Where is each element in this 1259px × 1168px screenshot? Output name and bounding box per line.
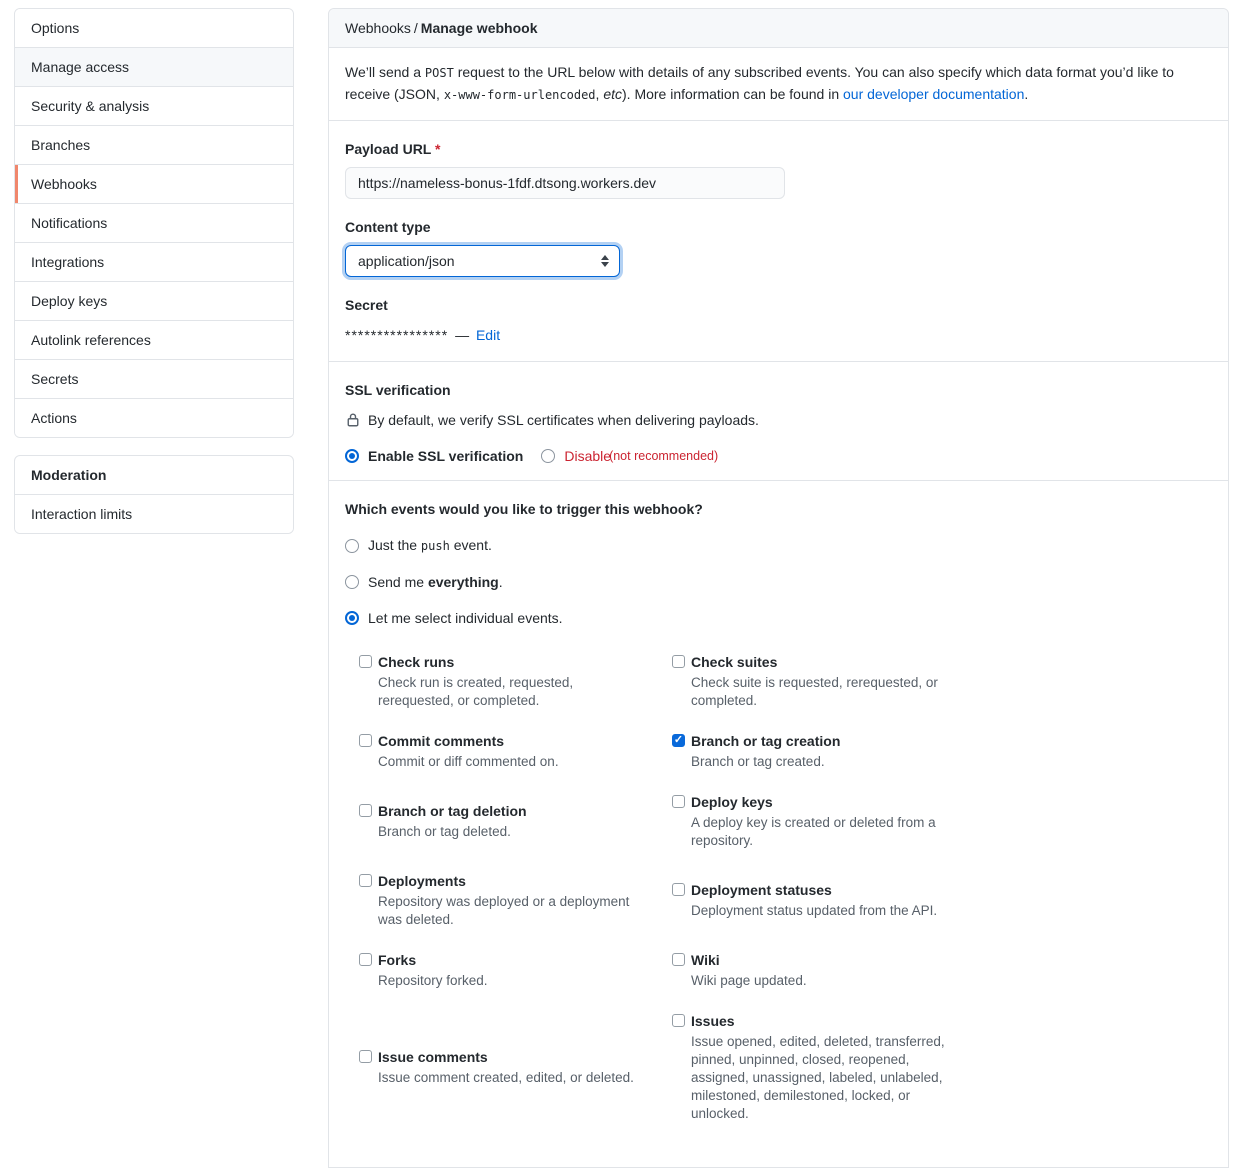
events-question: Which events would you like to trigger this webhook? — [345, 501, 703, 517]
option-text: . — [498, 574, 503, 590]
ssl-note — [345, 410, 1212, 430]
checkbox-deploy-keys[interactable] — [672, 795, 685, 808]
content-type-select[interactable] — [345, 245, 620, 277]
event-description: Branch or tag deleted. — [378, 824, 511, 839]
urlencoded-code: x-www-form-urlencoded — [443, 88, 596, 102]
moderation-header: Moderation — [15, 456, 293, 495]
event-description: Branch or tag created. — [691, 754, 825, 769]
event-description: Wiki page updated. — [691, 973, 807, 988]
checkbox-deployments[interactable] — [359, 874, 372, 887]
radio-checked-icon[interactable] — [345, 611, 359, 625]
event-deployments — [359, 871, 672, 929]
event-label: Issues — [691, 1013, 735, 1029]
checkbox-forks[interactable] — [359, 953, 372, 966]
event-trigger-option-2[interactable] — [345, 608, 1212, 628]
event-issue-comments — [359, 1047, 672, 1087]
description-text: , — [595, 86, 604, 102]
option-text: event. — [449, 537, 492, 553]
ssl-radio-group — [345, 448, 1212, 464]
content-type-label: Content type — [345, 219, 431, 235]
select-caret-icon — [601, 255, 609, 267]
event-description: Check run is created, requested, rerequested, or completed. — [378, 675, 574, 708]
event-description: A deploy key is created or deleted from a repository. — [691, 815, 936, 848]
ssl-enable-option[interactable] — [345, 448, 523, 464]
sidebar-item-actions[interactable]: Actions — [15, 398, 293, 437]
payload-url-label-text: Payload URL — [345, 141, 432, 157]
checkbox-check-suites[interactable] — [672, 655, 685, 668]
moderation-nav — [14, 455, 294, 534]
ssl-verification-title: SSL verification — [345, 382, 451, 398]
option-bold: everything — [427, 574, 499, 590]
event-label: Check runs — [378, 654, 455, 670]
event-deployment-statuses — [672, 880, 972, 920]
event-label: Check suites — [691, 654, 778, 670]
checkbox-branch-or-tag-creation[interactable] — [672, 734, 685, 747]
checkbox-wiki[interactable] — [672, 953, 685, 966]
checkbox-check-runs[interactable] — [359, 655, 372, 668]
sidebar-item-branches[interactable]: Branches — [15, 125, 293, 164]
sidebar-item-autolink-references[interactable]: Autolink references — [15, 320, 293, 359]
developer-documentation-link[interactable]: our developer documentation — [843, 86, 1025, 102]
checkbox-issue-comments[interactable] — [359, 1050, 372, 1063]
option-text: Let me select individual events. — [368, 610, 563, 626]
radio-unchecked-icon[interactable] — [345, 575, 359, 589]
event-description: Issue opened, edited, deleted, transferred, pinned, unpinned, closed, reopened, assigned, unassigned, labeled, unlabeled, milestoned, demilestoned, locked, or unlocked. — [691, 1034, 945, 1121]
etc-italic: etc — [603, 86, 622, 102]
event-label: Branch or tag creation — [691, 733, 841, 749]
breadcrumb — [329, 9, 1228, 48]
ssl-disable-note: (not recommended) — [609, 449, 719, 463]
breadcrumb-separator: / — [413, 20, 418, 36]
radio-unchecked-icon[interactable] — [345, 539, 359, 553]
event-label: Deploy keys — [691, 794, 773, 810]
secret-edit-link[interactable]: Edit — [475, 327, 501, 343]
event-check-suites — [672, 652, 972, 710]
ssl-enable-label: Enable SSL verification — [368, 448, 524, 464]
secret-masked-value: **************** — [345, 327, 449, 343]
sidebar-item-webhooks[interactable]: Webhooks — [15, 164, 293, 203]
sidebar-item-secrets[interactable]: Secrets — [15, 359, 293, 398]
event-label: Forks — [378, 952, 417, 968]
option-text: Send me — [368, 574, 428, 590]
lock-icon — [345, 412, 361, 428]
event-label: Issue comments — [378, 1049, 488, 1065]
option-code: push — [420, 539, 450, 553]
event-branch-or-tag-deletion — [359, 801, 672, 841]
event-description: Repository forked. — [378, 973, 488, 988]
event-trigger-options — [345, 535, 1212, 628]
sidebar-item-options[interactable]: Options — [15, 9, 293, 47]
sidebar-item-manage-access[interactable]: Manage access — [15, 47, 293, 86]
event-check-runs — [359, 652, 672, 710]
description-text: request to the URL below with details of any subscribed events. You can also specify which data format you’d like to receive (JSON, — [345, 64, 1174, 102]
page-title: Manage webhook — [420, 20, 538, 36]
option-text: Just the — [368, 537, 421, 553]
description-text: We’ll send a — [345, 64, 425, 80]
event-label: Deployment statuses — [691, 882, 832, 898]
description-text: ). More information can be found in — [622, 86, 844, 102]
secret-row — [345, 325, 1212, 345]
payload-url-input[interactable] — [345, 167, 785, 199]
event-branch-or-tag-creation — [672, 731, 972, 771]
manage-webhook-panel — [328, 8, 1229, 1168]
sidebar-item-notifications[interactable]: Notifications — [15, 203, 293, 242]
description-text: . — [1024, 86, 1029, 102]
post-code: POST — [424, 66, 454, 80]
checkbox-commit-comments[interactable] — [359, 734, 372, 747]
check-icon: ✓ — [673, 733, 684, 746]
radio-checked-icon[interactable] — [345, 449, 359, 463]
sidebar-item-integrations[interactable]: Integrations — [15, 242, 293, 281]
required-asterisk: * — [435, 141, 441, 157]
event-description: Check suite is requested, rerequested, or completed. — [691, 675, 938, 708]
event-label: Wiki — [691, 952, 720, 968]
content-type-value: application/json — [358, 253, 455, 269]
breadcrumb-webhooks-link[interactable]: Webhooks — [345, 20, 411, 36]
event-trigger-option-0[interactable] — [345, 535, 1212, 556]
event-label: Deployments — [378, 873, 466, 889]
individual-events-grid — [359, 652, 1212, 1123]
event-issues — [672, 1011, 972, 1123]
sidebar-item-security-analysis[interactable]: Security & analysis — [15, 86, 293, 125]
checkbox-deployment-statuses[interactable] — [672, 883, 685, 896]
checkbox-issues[interactable] — [672, 1014, 685, 1027]
event-label: Commit comments — [378, 733, 505, 749]
event-description: Commit or diff commented on. — [378, 754, 559, 769]
event-commit-comments — [359, 731, 672, 771]
moderation-items — [15, 495, 293, 533]
webhook-form-section — [329, 121, 1228, 361]
event-trigger-option-label — [368, 608, 563, 628]
checkbox-branch-or-tag-deletion[interactable] — [359, 804, 372, 817]
event-deploy-keys — [672, 792, 972, 850]
secret-separator: — — [455, 327, 470, 343]
events-section — [329, 480, 1228, 1139]
settings-nav — [14, 8, 294, 438]
ssl-note-text: By default, we verify SSL certificates when delivering payloads. — [368, 412, 759, 428]
sidebar-item-interaction-limits[interactable]: Interaction limits — [15, 495, 293, 533]
event-description: Repository was deployed or a deployment was deleted. — [378, 894, 630, 927]
secret-label: Secret — [345, 297, 388, 313]
event-wiki — [672, 950, 972, 990]
sidebar-item-deploy-keys[interactable]: Deploy keys — [15, 281, 293, 320]
settings-sidebar — [14, 8, 294, 534]
webhook-description — [329, 48, 1228, 121]
ssl-verification-section — [329, 361, 1228, 480]
event-forks — [359, 950, 672, 990]
ssl-disable-label: Disable — [564, 448, 612, 464]
event-trigger-option-1[interactable] — [345, 572, 1212, 592]
event-description: Deployment status updated from the API. — [691, 903, 938, 918]
radio-unchecked-icon[interactable] — [541, 449, 555, 463]
event-trigger-option-label — [368, 572, 503, 592]
event-trigger-option-label — [368, 535, 492, 556]
event-label: Branch or tag deletion — [378, 803, 527, 819]
event-description: Issue comment created, edited, or deleted. — [378, 1070, 634, 1085]
payload-url-label — [345, 139, 1212, 159]
ssl-disable-option[interactable] — [541, 448, 718, 464]
